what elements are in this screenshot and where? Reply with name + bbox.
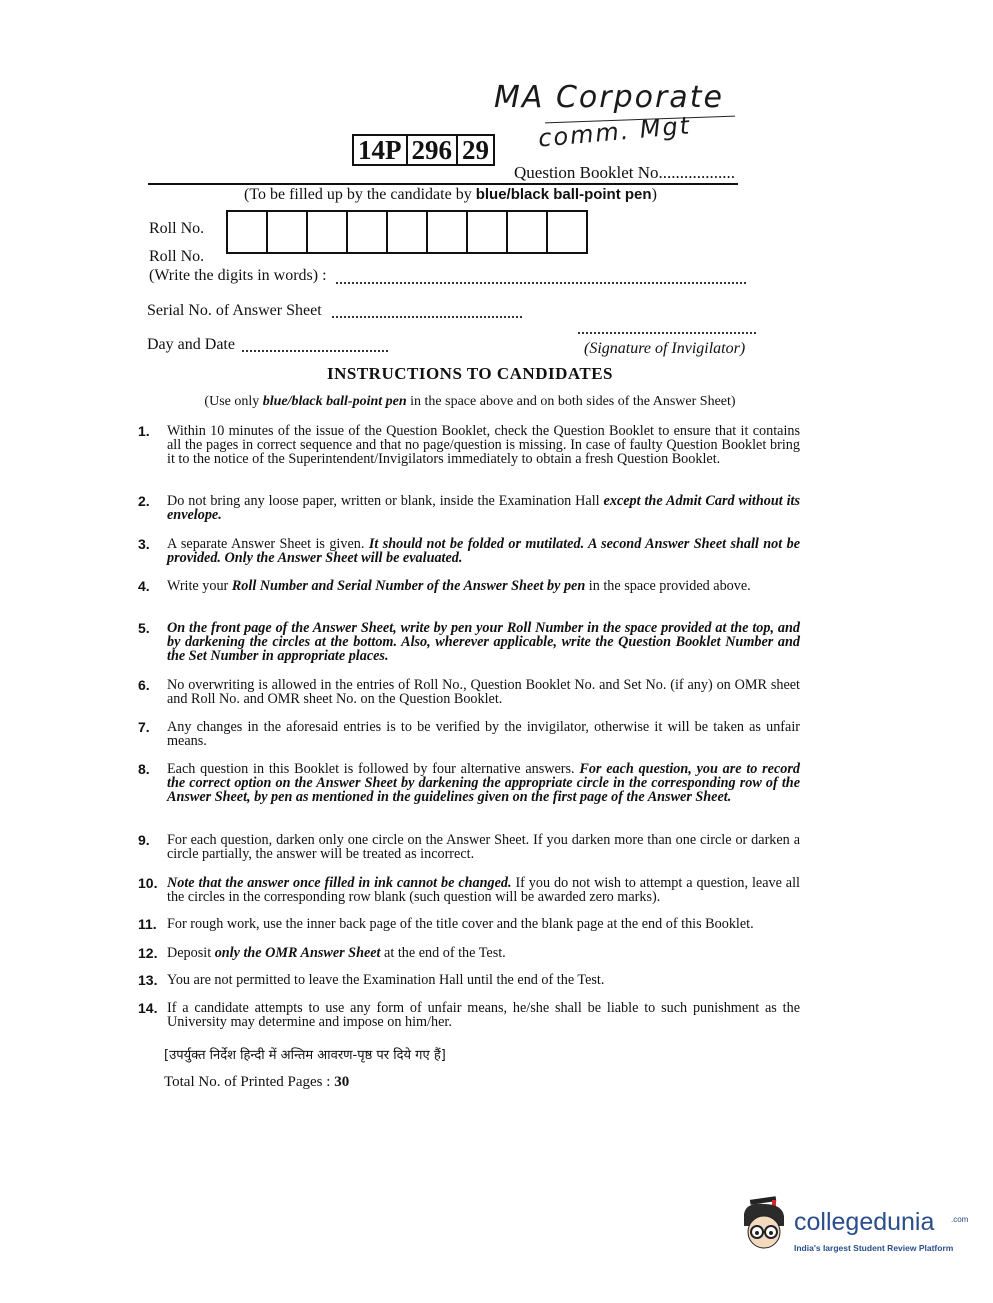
instruction-number: 9.	[138, 832, 150, 848]
instruction-item	[138, 579, 800, 593]
instruction-text-after: at the end of the Test.	[380, 945, 506, 961]
collegedunia-wordmark: collegedunia	[794, 1208, 935, 1236]
instruction-emphasis: It should not be folded or mutilated. A second Answer Sheet shall not be provided. Only the Answer Sheet will be evaluated.	[167, 536, 801, 566]
total-printed-pages	[164, 1074, 349, 1091]
roll-no-digit-box[interactable]	[426, 210, 468, 254]
signature-field[interactable]	[578, 332, 756, 334]
instruction-item	[138, 537, 800, 565]
instruction-number: 1.	[138, 423, 150, 439]
instruction-item	[138, 720, 800, 748]
roll-no-boxes[interactable]	[226, 210, 586, 254]
pen-usage-note	[0, 394, 940, 410]
instruction-text: Write your	[167, 578, 232, 594]
question-booklet-number-label: Question Booklet No..................	[514, 163, 735, 182]
roll-no-words-label: Roll No.	[149, 248, 205, 265]
total-pages-label: Total No. of Printed Pages :	[164, 1074, 335, 1090]
instruction-text: Any changes in the aforesaid entries is to be verified by the invigilator, otherwise it will be taken as unfair means.	[167, 719, 800, 749]
instruction-number: 12.	[138, 945, 158, 961]
instruction-emphasis: only the OMR Answer Sheet	[214, 945, 381, 961]
instructions-heading: INSTRUCTIONS TO CANDIDATES	[326, 364, 614, 383]
instruction-item	[138, 678, 800, 706]
instruction-text: Each question in this Booklet is followed by four alternative answers.	[167, 761, 580, 777]
roll-no-words-sublabel: (Write the digits in words) :	[149, 267, 327, 284]
instruction-item	[138, 833, 800, 861]
roll-no-digit-box[interactable]	[386, 210, 428, 254]
booklet-code-part: 296	[406, 134, 459, 166]
instruction-text: A separate Answer Sheet is given.	[167, 536, 369, 552]
roll-no-digit-box[interactable]	[506, 210, 548, 254]
instruction-text: You are not permitted to leave the Examination Hall until the end of the Test.	[167, 972, 605, 988]
instruction-item	[138, 621, 800, 663]
instruction-number: 11.	[138, 916, 157, 932]
serial-no-field[interactable]	[332, 316, 522, 318]
instruction-text: No overwriting is allowed in the entries of Roll No., Question Booklet No. and Set No. (if any) on OMR sheet and Roll No. and OMR sheet No. on the Question Booklet.	[167, 677, 800, 707]
instruction-emphasis: except the Admit Card without its envelope.	[167, 493, 800, 523]
instruction-emphasis: Note that the answer once filled in ink cannot be changed.	[167, 875, 512, 891]
booklet-code-part: 29	[456, 134, 495, 166]
pen-usage-prefix: (Use only	[204, 394, 263, 409]
handwritten-course-name: MA Corporate	[494, 80, 724, 115]
roll-no-digit-box[interactable]	[546, 210, 588, 254]
instruction-item	[138, 762, 800, 804]
pen-usage-suffix: in the space above and on both sides of the Answer Sheet)	[406, 394, 736, 409]
instruction-text: For each question, darken only one circle on the Answer Sheet. If you darken more than one circle or darken a circle partially, the answer will be treated as incorrect.	[167, 832, 800, 862]
fill-instruction-emphasis: blue/black ball-point pen	[475, 186, 652, 203]
total-pages-value: 30	[334, 1074, 350, 1090]
instruction-item	[138, 917, 800, 931]
instruction-text-after: in the space provided above.	[585, 578, 751, 594]
instruction-item	[138, 946, 800, 960]
instruction-number: 14.	[138, 1000, 158, 1016]
instruction-text: Deposit	[167, 945, 215, 961]
day-date-label: Day and Date	[147, 336, 235, 353]
instruction-item	[138, 876, 800, 904]
header-divider	[148, 183, 738, 185]
hindi-note: [उपर्युक्त निर्देश हिन्दी में अन्तिम आवरण-पृष्ठ पर दिये गए हैं]	[164, 1048, 446, 1063]
instruction-number: 2.	[138, 493, 150, 509]
booklet-code	[352, 134, 493, 166]
instruction-text: Within 10 minutes of the issue of the Question Booklet, check the Question Booklet to ensure that it contains all the pages in correct sequence and that no page/question is missing. In case of faulty Question Booklet bring it to the notice of the Superintendent/Invigilators immediately to obtain a fresh Question Booklet.	[167, 423, 800, 467]
roll-no-digit-box[interactable]	[266, 210, 308, 254]
instruction-emphasis: For each question, you are to record the correct option on the Answer Sheet by darkening the appropriate circle in the corresponding row of the Answer Sheet, by pen as mentioned in the guidelines given on the first page of the Answer Sheet.	[167, 761, 800, 805]
collegedunia-tagline: India's largest Student Review Platform	[794, 1243, 954, 1253]
fill-instruction-suffix: )	[651, 186, 657, 203]
pen-usage-emphasis: blue/black ball-point pen	[262, 394, 407, 409]
roll-no-digit-box[interactable]	[466, 210, 508, 254]
handwritten-course-subname: comm. Mgt	[537, 111, 693, 153]
instruction-number: 4.	[138, 578, 150, 594]
collegedunia-mascot-icon	[736, 1196, 792, 1256]
roll-no-digit-box[interactable]	[306, 210, 348, 254]
instruction-number: 3.	[138, 536, 150, 552]
instruction-number: 7.	[138, 719, 150, 735]
serial-no-label: Serial No. of Answer Sheet	[147, 302, 322, 319]
signature-label: (Signature of Invigilator)	[584, 340, 746, 357]
instruction-text: For rough work, use the inner back page of the title cover and the blank page at the end of this Booklet.	[167, 916, 754, 932]
roll-no-label: Roll No.	[149, 220, 205, 237]
instruction-number: 10.	[138, 875, 158, 891]
instruction-item	[138, 494, 800, 522]
instruction-item	[138, 424, 800, 466]
instruction-item	[138, 1001, 800, 1029]
fill-instruction	[244, 186, 657, 204]
instruction-emphasis: Roll Number and Serial Number of the Answer Sheet by pen	[231, 578, 586, 594]
instruction-number: 13.	[138, 972, 158, 988]
collegedunia-domain-suffix: .com	[951, 1215, 969, 1224]
instruction-emphasis: On the front page of the Answer Sheet, write by pen your Roll Number in the space provided at the top, and by darkening the circles at the bottom. Also, wherever applicable, write the Question Booklet Number and the Set Number in appropriate places.	[167, 620, 800, 664]
instruction-text: If a candidate attempts to use any form of unfair means, he/she shall be liable to such punishment as the University may determine and impose on him/her.	[167, 1000, 800, 1030]
instruction-number: 6.	[138, 677, 150, 693]
booklet-code-part: 14P	[352, 134, 408, 166]
day-date-field[interactable]	[242, 350, 388, 352]
roll-no-digit-box[interactable]	[226, 210, 268, 254]
fill-instruction-prefix: (To be filled up by the candidate by	[244, 186, 476, 203]
instruction-text: Do not bring any loose paper, written or blank, inside the Examination Hall	[167, 493, 604, 509]
instruction-number: 5.	[138, 620, 150, 636]
instruction-item	[138, 973, 800, 987]
roll-no-words-field[interactable]	[336, 282, 746, 284]
instruction-text-after: If you do not wish to attempt a question, leave all the circles in the corresponding row blank (such question will be awarded zero marks).	[167, 875, 800, 905]
roll-no-digit-box[interactable]	[346, 210, 388, 254]
instruction-number: 8.	[138, 761, 150, 777]
